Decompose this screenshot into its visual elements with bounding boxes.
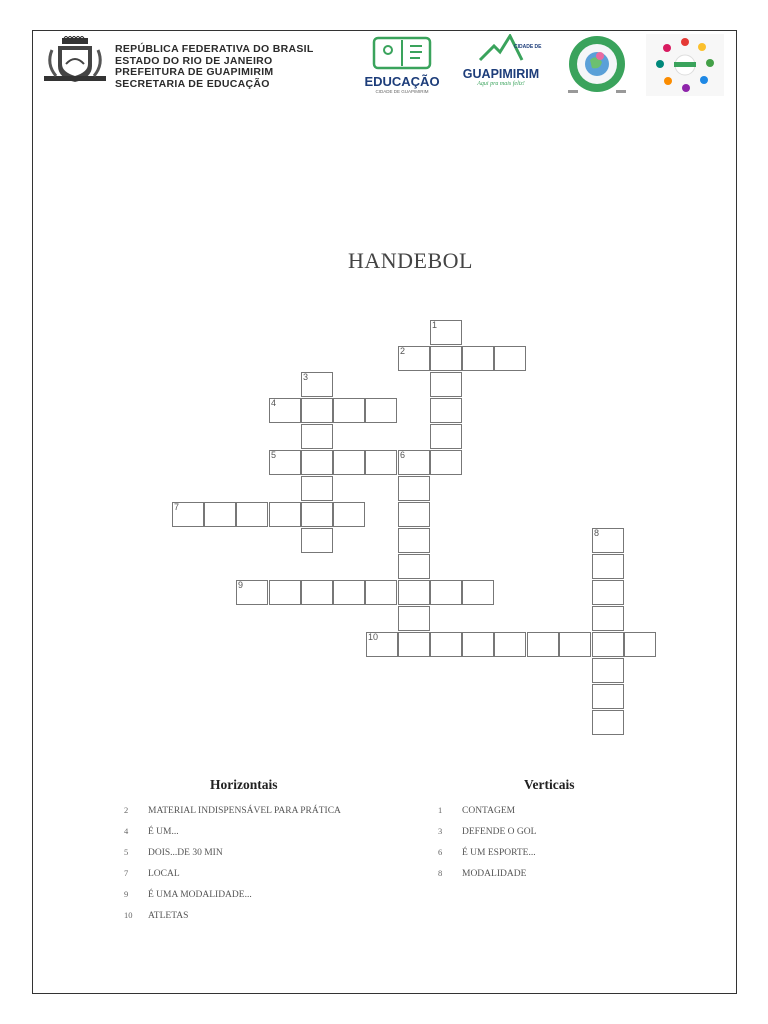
educacao-logo-text: EDUCAÇÃO — [364, 74, 440, 89]
crossword-cell[interactable] — [236, 502, 268, 527]
crossword-cell[interactable] — [430, 424, 462, 449]
crossword-cell[interactable] — [301, 580, 333, 605]
crossword-cell[interactable] — [430, 450, 462, 475]
vertical-clue — [438, 847, 536, 858]
crossword-cell[interactable] — [398, 476, 430, 501]
crossword-cell[interactable] — [462, 346, 494, 371]
clue-number: 6 — [438, 847, 443, 857]
guapimirim-logo — [452, 34, 550, 90]
crossword-cell[interactable] — [301, 398, 333, 423]
horizontal-clue — [124, 868, 180, 879]
clue-number: 9 — [124, 889, 129, 899]
crossword-cell[interactable] — [301, 528, 333, 553]
clue-text: DEFENDE O GOL — [462, 827, 537, 837]
crossword-cell[interactable] — [527, 632, 559, 657]
clue-number: 3 — [438, 826, 443, 836]
school-seal-logo — [562, 34, 632, 96]
clue-number-6: 6 — [400, 450, 406, 460]
crossword-cell[interactable] — [269, 502, 301, 527]
crossword-cell[interactable] — [430, 632, 462, 657]
crossword-cell[interactable] — [365, 580, 397, 605]
crossword-cell[interactable] — [301, 502, 333, 527]
horizontal-clues-title: Horizontais — [210, 777, 278, 792]
guapimirim-logo-text: GUAPIMIRIM — [462, 67, 540, 81]
crossword-cell[interactable] — [301, 424, 333, 449]
vertical-clue — [438, 805, 515, 816]
header-line: PREFEITURA DE GUAPIMIRIM — [115, 66, 274, 78]
crossword-cell[interactable] — [592, 710, 624, 735]
clue-number-2: 2 — [400, 346, 406, 356]
horizontal-clue — [124, 826, 179, 837]
crossword-cell[interactable] — [592, 580, 624, 605]
clue-text: É UMA MODALIDADE... — [148, 890, 252, 900]
children-circle-logo — [646, 34, 724, 96]
crossword-cell[interactable] — [269, 580, 301, 605]
crossword-cell[interactable] — [430, 346, 462, 371]
clue-text: DOIS...DE 30 MIN — [148, 848, 223, 858]
clue-text: MATERIAL INDISPENSÁVEL PARA PRÁTICA — [148, 806, 341, 816]
crossword-cell[interactable] — [204, 502, 236, 527]
crossword-cell[interactable] — [559, 632, 591, 657]
clue-number: 2 — [124, 805, 129, 815]
clue-text: LOCAL — [148, 869, 180, 879]
clue-number-5: 5 — [271, 450, 277, 460]
crossword-cell[interactable] — [430, 580, 462, 605]
clue-number: 8 — [438, 868, 443, 878]
crossword-cell[interactable] — [333, 580, 365, 605]
crossword-cell[interactable] — [333, 502, 365, 527]
clue-number-10: 10 — [368, 632, 379, 642]
crossword-cell[interactable] — [592, 684, 624, 709]
horizontal-clue — [124, 889, 252, 900]
clue-text: MODALIDADE — [462, 869, 527, 879]
header-line: ESTADO DO RIO DE JANEIRO — [115, 54, 273, 67]
crossword-cell[interactable] — [494, 632, 526, 657]
horizontal-clue — [124, 910, 188, 921]
clue-text: É UM... — [148, 827, 179, 837]
clue-number-7: 7 — [174, 502, 180, 512]
page-title: HANDEBOL — [348, 248, 473, 273]
crossword-cell[interactable] — [365, 398, 397, 423]
guapimirim-logo-slogan: Aqui pra mais feliz! — [477, 81, 525, 87]
crossword-cell[interactable] — [333, 398, 365, 423]
clue-text: ATLETAS — [148, 911, 189, 921]
crossword-cell[interactable] — [398, 580, 430, 605]
clue-number-8: 8 — [594, 528, 600, 538]
coat-of-arms-logo — [42, 36, 108, 88]
crossword-cell[interactable] — [301, 450, 333, 475]
vertical-clue — [438, 826, 536, 837]
clue-number: 1 — [438, 805, 443, 815]
clue-number-3: 3 — [303, 372, 309, 382]
vertical-clues-title: Verticais — [524, 777, 575, 792]
crossword-cell[interactable] — [624, 632, 656, 657]
crossword-cell[interactable] — [365, 450, 397, 475]
clue-number: 4 — [124, 826, 129, 836]
vertical-clue — [438, 868, 526, 879]
crossword-cell[interactable] — [398, 606, 430, 631]
clue-number-4: 4 — [271, 398, 277, 408]
guapimirim-logo-top: CIDADE DE — [514, 44, 542, 50]
educacao-logo — [360, 36, 444, 94]
crossword-cell[interactable] — [494, 346, 526, 371]
crossword-cell[interactable] — [398, 554, 430, 579]
crossword-cell[interactable] — [333, 450, 365, 475]
clue-number-1: 1 — [432, 320, 438, 330]
crossword-cell[interactable] — [592, 632, 624, 657]
clue-number: 7 — [124, 868, 129, 878]
crossword-cell[interactable] — [462, 632, 494, 657]
crossword-cell[interactable] — [430, 372, 462, 397]
crossword-cell[interactable] — [592, 554, 624, 579]
crossword-cell[interactable] — [592, 658, 624, 683]
crossword-cell[interactable] — [462, 580, 494, 605]
header-line: REPÚBLICA FEDERATIVA DO BRASIL — [115, 43, 314, 55]
crossword-cell[interactable] — [398, 632, 430, 657]
crossword-cell[interactable] — [301, 476, 333, 501]
crossword-cell[interactable] — [398, 528, 430, 553]
header-line: SECRETARIA DE EDUCAÇÃO — [115, 77, 270, 90]
crossword-cell[interactable] — [398, 502, 430, 527]
clue-text: CONTAGEM — [462, 806, 516, 816]
horizontal-clue — [124, 847, 223, 858]
clue-text: É UM ESPORTE... — [462, 848, 536, 858]
horizontal-clue — [124, 805, 341, 816]
clue-number-9: 9 — [238, 580, 244, 590]
institution-header — [115, 44, 314, 90]
clue-number: 5 — [124, 847, 129, 857]
educacao-logo-subtext: CIDADE DE GUAPIMIRIM — [375, 89, 429, 94]
clue-number: 10 — [124, 910, 133, 920]
crossword-cell[interactable] — [430, 398, 462, 423]
book-icon — [360, 36, 444, 70]
crossword-cell[interactable] — [592, 606, 624, 631]
